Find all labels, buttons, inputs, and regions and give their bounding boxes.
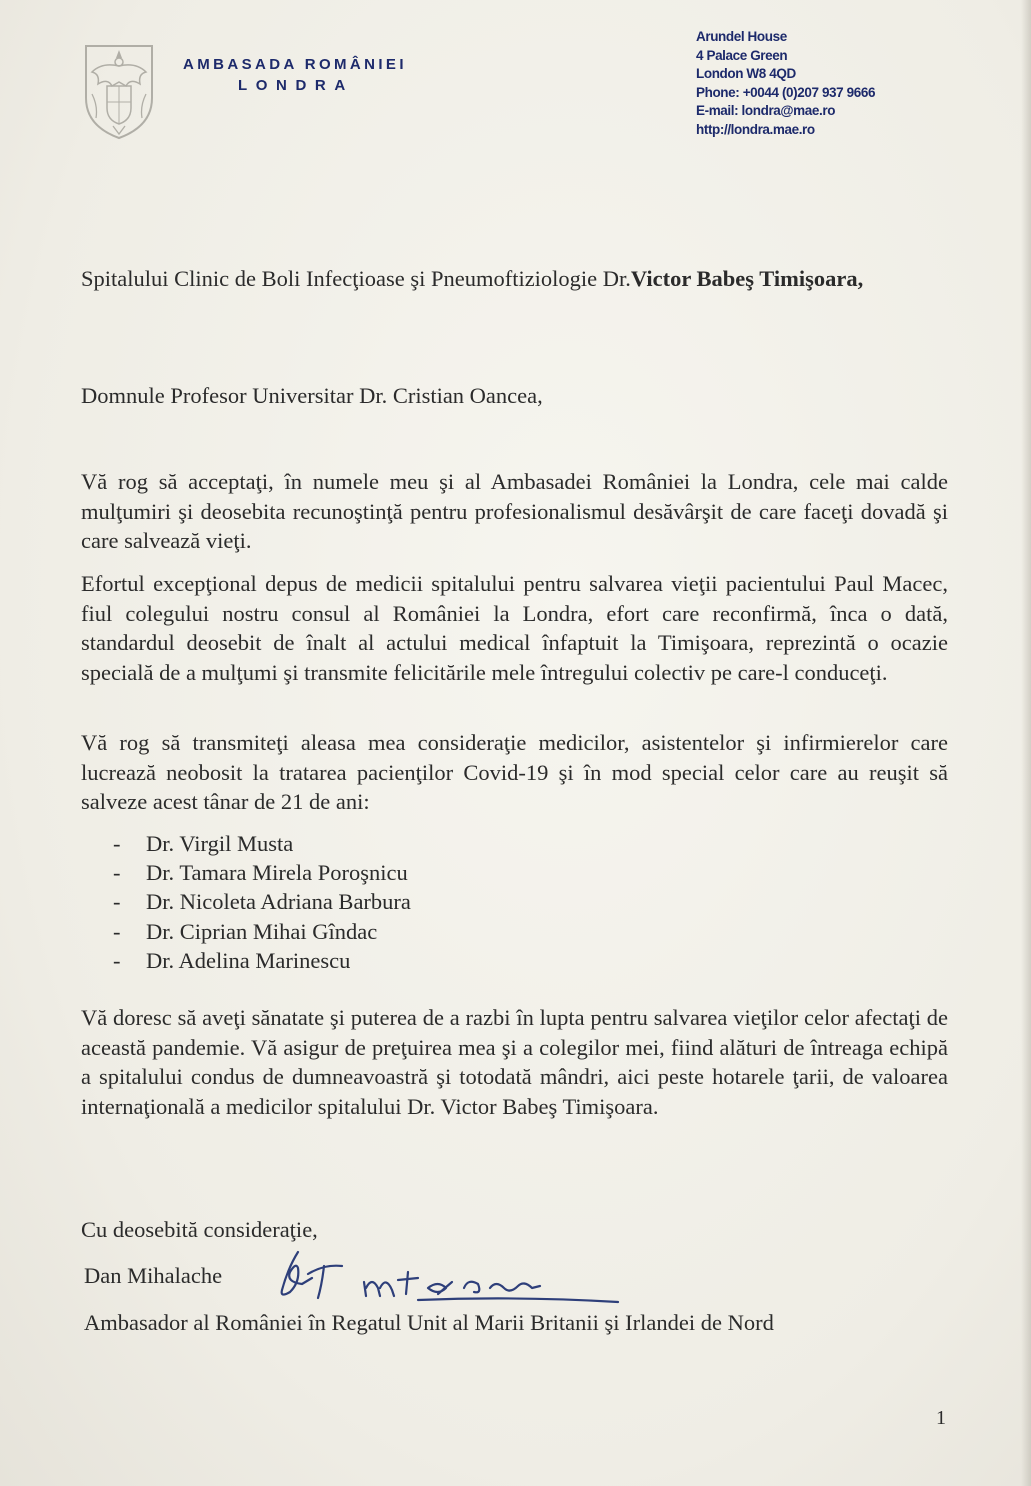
list-marker: - — [113, 918, 121, 944]
paragraph-4: Vă doresc să aveţi sănatate şi puterea de a razbi în lupta pentru salvarea vieţilor celor afectaţi de această pandemie. Vă asigur de preţuirea mea şi a colegilor mei, fiind alături de întreaga echipă a spitalului condus de dumneavoastră şi totodată mândri, aici peste hotarele ţarii, de valoarea internaţională a medicilor spitalului Dr. Victor Babeş Timişoara. — [81, 1005, 948, 1119]
salutation: Domnule Profesor Universitar Dr. Cristian Oancea, — [81, 383, 543, 408]
page-number: 1 — [936, 1407, 946, 1429]
recipient — [81, 264, 948, 294]
list-item — [113, 829, 411, 858]
list-marker: - — [113, 947, 121, 973]
closing-formula: Cu deosebită consideraţie, — [81, 1217, 318, 1242]
paragraph-2: Efortul excepţional depus de medicii spitalului pentru salvarea vieţii pacientului Paul Macec, fiul colegului nostru consul al României la Londra, efort care reconfirmă, înca o dată, standardul deosebit de înalt al actului medical înfaptuit la Timişoara, reprezintă o ocazie specială de a mulţumi şi transmite felicitările mele întregului colectiv pe care-l conduceţi. — [81, 571, 948, 685]
romanian-coat-of-arms-icon — [80, 36, 158, 142]
recipient-name: Victor Babeş Timişoara — [630, 266, 858, 291]
phone-line: Phone: +0044 (0)207 937 9666 — [696, 84, 876, 100]
list-marker: - — [113, 860, 121, 886]
recipient-prefix: Spitalului Clinic de Boli Infecţioase şi Pneumoftiziologie Dr. — [81, 266, 631, 291]
list-marker: - — [113, 831, 121, 856]
doctor-name: Dr. Tamara Mirela Poroşnicu — [146, 860, 408, 886]
doctor-name: Dr. Adelina Marinescu — [146, 947, 351, 973]
website-line: http://londra.mae.ro — [696, 121, 815, 137]
embassy-name — [183, 54, 407, 96]
paper-edge-shadow — [1021, 0, 1031, 1486]
address-line: Arundel House — [696, 29, 787, 44]
address-line: London W8 4QD — [696, 66, 796, 82]
signer-title: Ambasador al României în Regatul Unit al Marii Britanii şi Irlandei de Nord — [84, 1310, 774, 1335]
embassy-name-line2: LONDRA — [238, 77, 354, 94]
list-marker: - — [113, 889, 121, 915]
doctor-name: Dr. Nicoleta Adriana Barbura — [146, 889, 411, 915]
paragraph-1: Vă rog să acceptaţi, în numele meu şi al Ambasadei României la Londra, cele mai calde mulţumiri şi deosebita recunoştinţă pentru profesionalismul desăvârşit de care faceţi dovadă şi care salvează vieţi. — [81, 469, 948, 553]
doctors-list — [113, 829, 411, 975]
signer-name: Dan Mihalache — [84, 1263, 223, 1288]
embassy-address-block — [696, 28, 875, 140]
embassy-name-line1: AMBASADA ROMÂNIEI — [183, 56, 407, 73]
doctor-name: Dr. Virgil Musta — [146, 831, 294, 856]
list-item — [113, 946, 411, 975]
list-item — [113, 917, 411, 946]
recipient-suffix: , — [857, 266, 864, 291]
address-line: 4 Palace Green — [696, 47, 788, 63]
handwritten-signature — [268, 1238, 638, 1318]
list-item — [113, 887, 411, 916]
email-line: E-mail: londra@mae.ro — [696, 103, 836, 119]
doctor-name: Dr. Ciprian Mihai Gîndac — [146, 918, 378, 944]
paragraph-3: Vă rog să transmiteţi aleasa mea consideraţie medicilor, asistentelor şi infirmierelor care lucrează neobosit la tratarea pacienţilor Covid-19 şi în mod special celor care au reuşit să salveze acest tânar de 21 de ani: — [81, 730, 948, 814]
list-item — [113, 858, 411, 887]
